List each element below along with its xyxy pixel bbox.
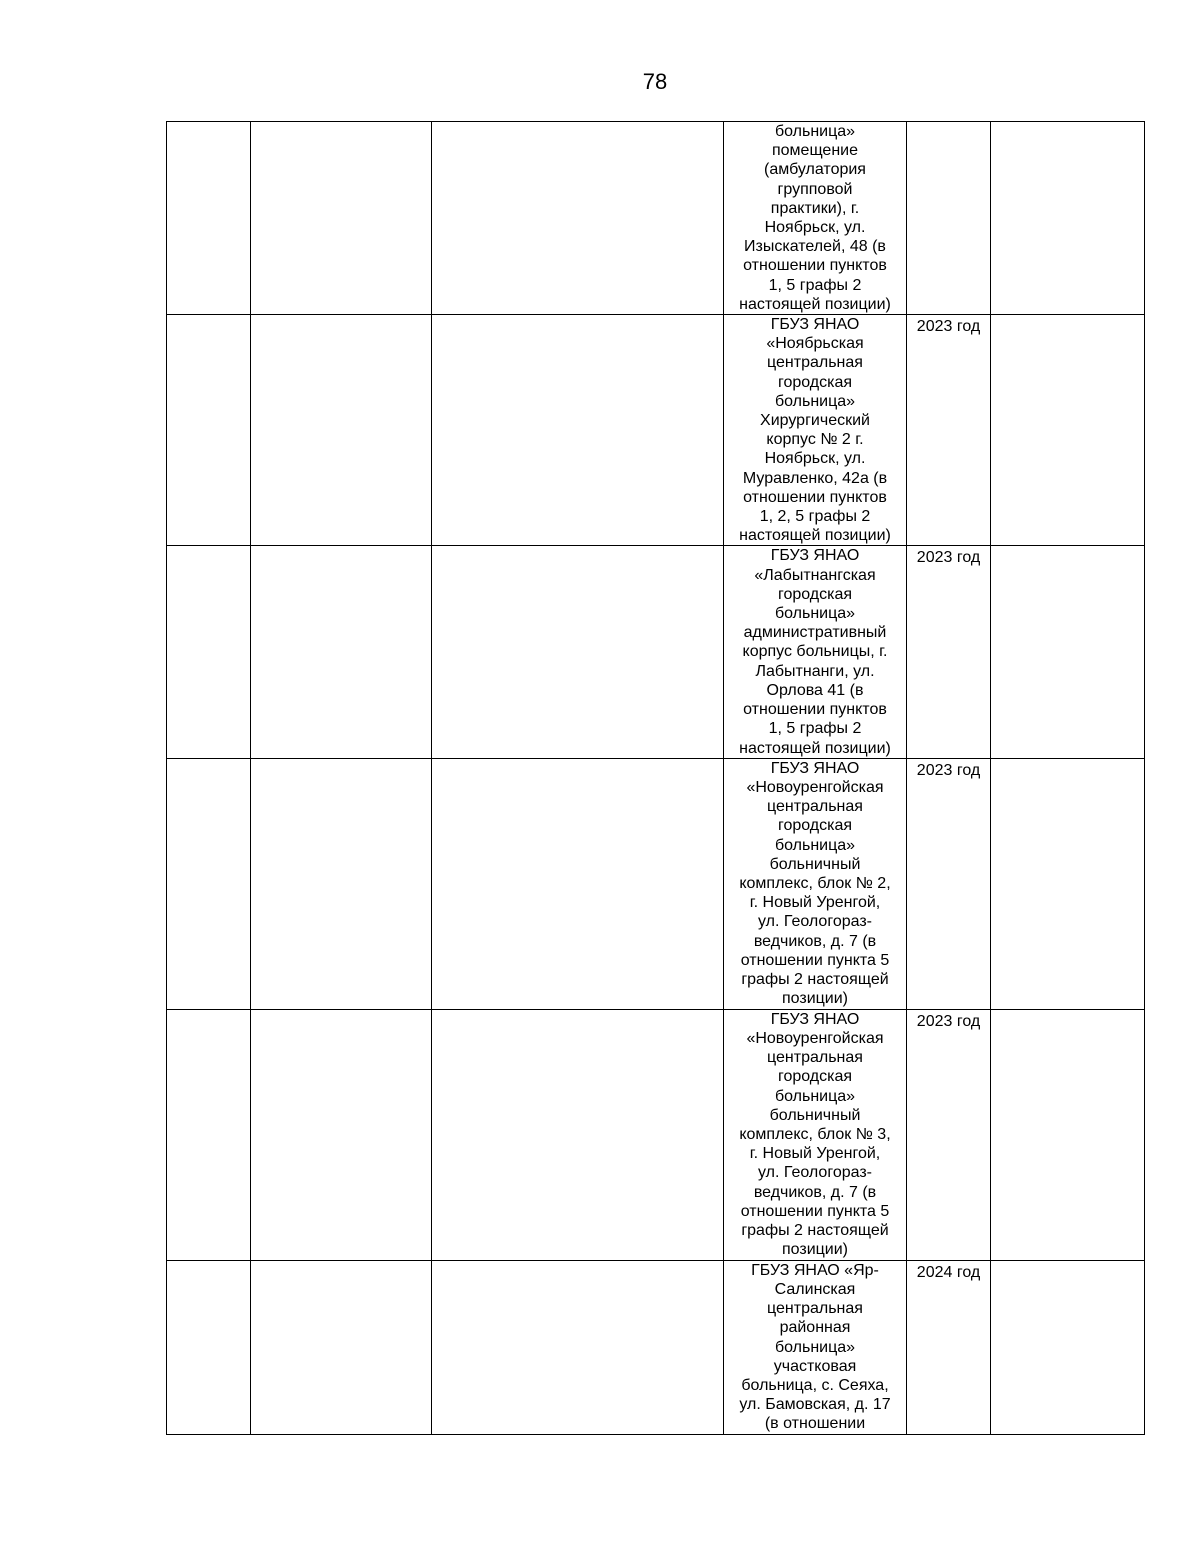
table-cell-col2 <box>251 122 432 315</box>
table-cell-col1 <box>167 546 251 758</box>
table-cell-col6 <box>991 1009 1145 1260</box>
year-text: 2024 год <box>916 1263 981 1281</box>
table-cell-col6 <box>991 315 1145 546</box>
year-cell <box>907 546 991 758</box>
institution-text: ГБУЗ ЯНАО «Ноябрьская центральная городская больница» Хирургический корпус № 2 г. Ноябрьск, ул. Муравленко, 42а (в отношении пунктов 1, 2, 5 графы 2 настоящей позиции) <box>739 316 891 545</box>
year-cell <box>907 1009 991 1260</box>
table-cell-col1 <box>167 122 251 315</box>
institution-text: ГБУЗ ЯНАО «Новоуренгойская центральная городская больница» больничный комплекс, блок № 3, г. Новый Уренгой, ул. Геологораз- ведчиков, д. 7 (в отношении пункта 5 графы 2 настоящей позиции) <box>739 1010 891 1259</box>
table-cell-col2 <box>251 1009 432 1260</box>
table-cell-col3 <box>432 1260 724 1434</box>
institution-text: ГБУЗ ЯНАО «Новоуренгойская центральная городская больница» больничный комплекс, блок № 2, г. Новый Уренгой, ул. Геологораз- ведчиков, д. 7 (в отношении пункта 5 графы 2 настоящей позиции) <box>739 759 891 1008</box>
table-cell-col3 <box>432 315 724 546</box>
table-cell-col6 <box>991 758 1145 1009</box>
table-row <box>167 1260 1145 1434</box>
institution-text: больница» помещение (амбулатория групповой практики), г. Ноябрьск, ул. Изыскателей, 48 (в отношении пунктов 1, 5 графы 2 настоящей позиции) <box>739 123 891 313</box>
year-cell <box>907 122 991 315</box>
year-cell <box>907 758 991 1009</box>
year-text <box>907 122 990 124</box>
institution-cell <box>724 1260 907 1434</box>
institution-cell <box>724 1009 907 1260</box>
page-number: 78 <box>642 69 668 94</box>
table-cell-col1 <box>167 315 251 546</box>
table-row <box>167 546 1145 758</box>
table-cell-col1 <box>167 758 251 1009</box>
table-cell-col6 <box>991 122 1145 315</box>
table-cell-col2 <box>251 1260 432 1434</box>
table-cell-col2 <box>251 546 432 758</box>
year-cell <box>907 315 991 546</box>
table-row <box>167 1009 1145 1260</box>
table-cell-col3 <box>432 122 724 315</box>
year-text: 2023 год <box>916 761 981 779</box>
year-text: 2023 год <box>916 1012 981 1030</box>
table-cell-col3 <box>432 758 724 1009</box>
table-cell-col3 <box>432 546 724 758</box>
year-text: 2023 год <box>916 318 981 336</box>
table-cell-col2 <box>251 758 432 1009</box>
table-cell-col6 <box>991 1260 1145 1434</box>
institution-text: ГБУЗ ЯНАО «Лабытнангская городская больница» административный корпус больницы, г. Лабытнанги, ул. Орлова 41 (в отношении пунктов 1, 5 графы 2 настоящей позиции) <box>739 547 891 757</box>
table-cell-col2 <box>251 315 432 546</box>
institution-cell <box>724 122 907 315</box>
table-cell-col6 <box>991 546 1145 758</box>
institution-cell <box>724 546 907 758</box>
table-row <box>167 315 1145 546</box>
document-table <box>166 121 1145 1435</box>
table-row <box>167 122 1145 315</box>
year-cell <box>907 1260 991 1434</box>
institution-cell <box>724 758 907 1009</box>
institution-text: ГБУЗ ЯНАО «Яр- Салинская центральная районная больница» участковая больница, с. Сеяха, ул. Бамовская, д. 17 (в отношении <box>739 1261 891 1433</box>
table-cell-col1 <box>167 1009 251 1260</box>
table-cell-col3 <box>432 1009 724 1260</box>
table-row <box>167 758 1145 1009</box>
table-cell-col1 <box>167 1260 251 1434</box>
institution-cell <box>724 315 907 546</box>
year-text: 2023 год <box>916 549 981 567</box>
